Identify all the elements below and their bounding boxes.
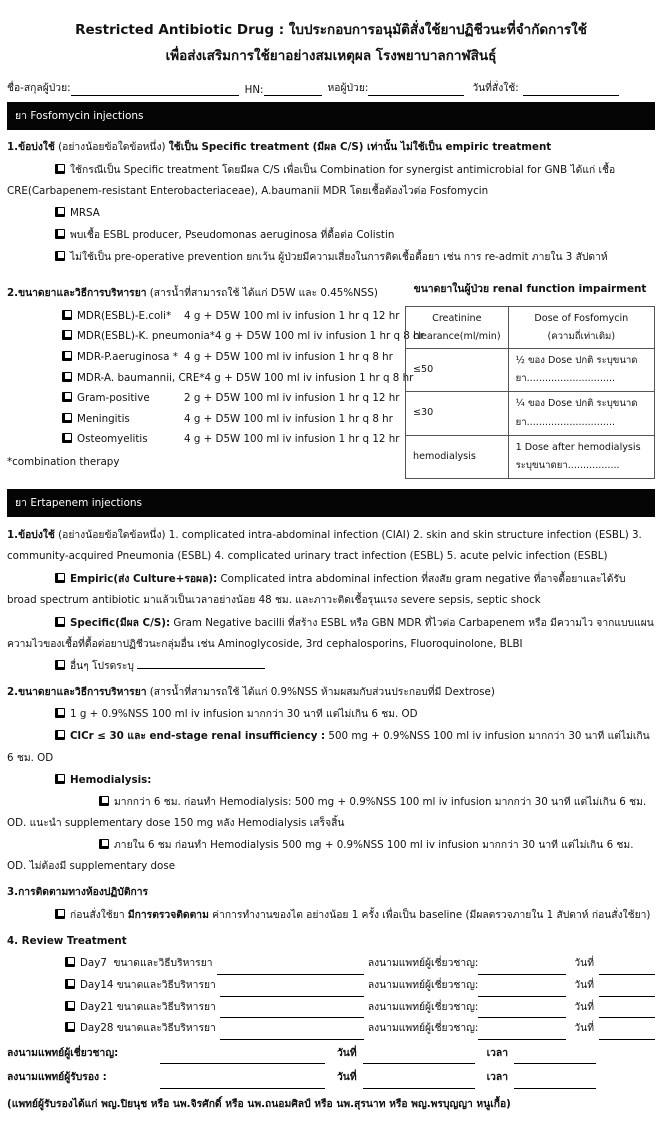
approver-signature-field[interactable] [160, 1077, 325, 1089]
approver-list-note: (แพทย์ผู้รับรองได้แก่ พญ.ปิยนุช หรือ นพ.จิรศักดิ์ หรือ นพ.ถนอมศิลป์ หรือ นพ.สุรนาท หรือ พญ.พรบุญญา หนูเกื้อ) [7, 1098, 511, 1111]
order-date-field[interactable] [523, 84, 619, 96]
ertapenem-indication-item: Specific(มีผล C/S): Gram Negative bacilli ที่สร้าง ESBL หรือ GBN MDR ที่ไวต่อ Carbapenem หรือ มีความไว จากแบบแผนความไวของเชื้อที่ดื้อต่อยาปฏิชีวนะกลุ่มอื่น เช่น Aminoglycoside, 3rd cephalosporins, Fluoroquinolone, BLBI [7, 616, 654, 650]
checkbox[interactable] [65, 1001, 75, 1011]
review-dose-field[interactable] [217, 963, 364, 975]
ward-label: หอผู้ป่วย: [327, 82, 369, 95]
checkbox[interactable] [65, 957, 75, 967]
checkbox[interactable] [55, 229, 65, 239]
checkbox[interactable] [65, 1022, 75, 1032]
renal-dose-table [405, 306, 655, 479]
checkbox[interactable] [55, 660, 65, 670]
fosfomycin-indication-item: ไม่ใช้เป็น pre-operative prevention ยกเว้น ผู้ป่วยมีความเสี่ยงในการติดเชื้อดื้อยา เช่น การ re-admit ภายใน 3 สัปดาห์ [7, 247, 655, 268]
checkbox[interactable] [55, 774, 65, 784]
checkbox[interactable] [62, 413, 72, 423]
dose-row: MDR(ESBL)-K. pneumonia* 4 g + D5W 100 ml iv infusion 1 hr q 8 hr [62, 326, 405, 347]
checkbox[interactable] [55, 708, 65, 718]
table-row: hemodialysis 1 Dose after hemodialysis ระบุขนาดยา................. [406, 435, 655, 478]
checkbox[interactable] [62, 392, 72, 402]
review-treatment-heading: 4. Review Treatment [7, 934, 127, 947]
checkbox[interactable] [62, 330, 72, 340]
dose-row: Osteomyelitis 4 g + D5W 100 ml iv infusion 1 hr q 12 hr [62, 429, 405, 450]
dose-row: Meningitis 4 g + D5W 100 ml iv infusion 1 hr q 8 hr [62, 409, 405, 430]
review-row: Day14 ขนาดและวิธีบริหารยา ลงนามแพทย์ผู้เชี่ยวชาญ: วันที่ [65, 975, 655, 997]
table-row: ≤50 ½ ของ Dose ปกติ ระบุขนาดยา............................. [406, 348, 655, 391]
checkbox[interactable] [55, 909, 65, 919]
dose-row: Gram-positive 2 g + D5W 100 ml iv infusion 1 hr q 12 hr [62, 388, 405, 409]
other-specify-field[interactable] [137, 657, 265, 669]
fosfomycin-indication-item: MRSA [7, 203, 655, 224]
ertapenem-dose-item: ClCr ≤ 30 และ end-stage renal insufficiency : 500 mg + 0.9%NSS 100 ml iv infusion มากกว่า 30 นาที แต่ไม่เกิน 6 ชม. OD [7, 730, 650, 764]
fosfomycin-dosage-area [7, 278, 655, 479]
hemodialysis-sub-item: ภายใน 6 ชม ก่อนทำ Hemodialysis 500 mg + 0.9%NSS 100 ml iv infusion มากกว่า 30 นาที แต่ไม่เกิน 6 ชม. OD. ไม่ต้องมี supplementary dose [7, 838, 634, 873]
checkbox[interactable] [55, 573, 65, 583]
renal-function-panel [405, 278, 655, 479]
review-sign-field[interactable] [478, 985, 566, 997]
ertapenem-dosage-heading: 2.ขนาดยาและวิธีการบริหารยา (สารน้ำที่สามารถใช้ ได้แก่ 0.9%NSS ห้ามผสมกับส่วนประกอบที่มี Dextrose) [7, 685, 495, 698]
order-date-label: วันที่สั่งใช้: [472, 82, 519, 95]
review-date-field[interactable] [599, 1028, 655, 1040]
checkbox[interactable] [99, 796, 109, 806]
fosfomycin-dosage-heading: 2.ขนาดยาและวิธีการบริหารยา (สารน้ำที่สามารถใช้ ได้แก่ D5W และ 0.45%NSS) [7, 287, 378, 300]
review-date-field[interactable] [599, 1006, 655, 1018]
hemodialysis-sub-item: มากกว่า 6 ชม. ก่อนทำ Hemodialysis: 500 mg + 0.9%NSS 100 ml iv infusion มากกว่า 30 นาที แต่ไม่เกิน 6 ชม. OD. แนะนำ supplementary dose 150 mg หลัง Hemodialysis เสร็จสิ้น [7, 795, 647, 829]
ertapenem-indication-item: Empiric(ส่ง Culture+รอผล): Complicated intra abdominal infection ที่สงสัย gram negative ที่อาจดื้อยาและได้รับ broad spectrum antibiotic มาแล้วเป็นเวลาอย่างน้อย 48 ชม. และภาวะติดเชื้อรุนแรง severe sepsis, septic shock [7, 573, 626, 607]
checkbox[interactable] [62, 433, 72, 443]
ertapenem-indication-heading: 1.ข้อบ่งใช้ (อย่างน้อยข้อใดข้อหนึ่ง) 1. complicated intra-abdominal infection (CIAI) 2. skin and skin structure infection (ESBL) 3. community-acquired Pneumonia (ESBL) 4. complicated urinary tract infection (ESBL) 5. acute pelvic infection (ESBL) [7, 529, 642, 563]
review-date-field[interactable] [599, 963, 655, 975]
ward-field[interactable] [368, 84, 464, 96]
approver-time-field[interactable] [514, 1077, 596, 1089]
checkbox[interactable] [55, 617, 65, 627]
review-date-field[interactable] [599, 985, 655, 997]
checkbox[interactable] [65, 979, 75, 989]
checkbox[interactable] [55, 251, 65, 261]
form-title [7, 18, 655, 69]
checkbox[interactable] [62, 372, 72, 382]
specialist-signature-field[interactable] [160, 1052, 325, 1064]
review-row: Day21 ขนาดและวิธีบริหารยา ลงนามแพทย์ผู้เชี่ยวชาญ: วันที่ [65, 997, 655, 1019]
dose-row: MDR-A. baumannii, CRE* 4 g + D5W 100 ml iv infusion 1 hr q 8 hr [62, 368, 405, 389]
lab-monitoring-item: ก่อนสั่งใช้ยา มีการตรวจติดตาม ค่าการทำงานของไต อย่างน้อย 1 ครั้ง เพื่อเป็น baseline (มีผลตรวจภายใน 1 สัปดาห์ ก่อนสั่งใช้ยา) [7, 905, 655, 926]
fosfomycin-indication-item: พบเชื้อ ESBL producer, Pseudomonas aeruginosa ที่ดื้อต่อ Colistin [7, 225, 655, 246]
specialist-signature-row: ลงนามแพทย์ผู้เชี่ยวชาญ: วันที่ เวลา [7, 1042, 655, 1065]
checkbox[interactable] [55, 164, 65, 174]
hn-field[interactable] [264, 84, 322, 96]
patient-name-label: ชื่อ-สกุลผู้ป่วย: [7, 82, 71, 95]
review-sign-field[interactable] [478, 1006, 566, 1018]
checkbox[interactable] [62, 351, 72, 361]
ertapenem-dose-item: 1 g + 0.9%NSS 100 ml iv infusion มากกว่า 30 นาที แต่ไม่เกิน 6 ชม. OD [7, 704, 655, 725]
renal-table-title: ขนาดยาในผู้ป่วย renal function impairment [413, 283, 647, 296]
ertapenem-dose-item-hemodialysis: Hemodialysis: [7, 770, 655, 791]
review-dose-field[interactable] [220, 985, 364, 997]
hn-label: HN: [244, 84, 264, 97]
renal-col1-header: Creatinine clearance(ml/min) [406, 307, 509, 349]
patient-name-field[interactable] [71, 84, 239, 96]
review-sign-field[interactable] [478, 963, 566, 975]
dose-row: MDR(ESBL)-E.coli* 4 g + D5W 100 ml iv infusion 1 hr q 12 hr [62, 306, 405, 327]
form-title-line1: Restricted Antibiotic Drug : ใบประกอบการอนุมัติสั่งใช้ยาปฏิชีวนะที่จำกัดการใช้ [75, 22, 587, 38]
review-sign-field[interactable] [478, 1028, 566, 1040]
specialist-date-field[interactable] [363, 1052, 475, 1064]
review-dose-field[interactable] [220, 1028, 364, 1040]
checkbox[interactable] [62, 310, 72, 320]
ertapenem-indication-item-other: อื่นๆ โปรดระบุ [7, 656, 655, 677]
fosfomycin-indication-heading: 1.ข้อบ่งใช้ (อย่างน้อยข้อใดข้อหนึ่ง) ใช้เป็น Specific treatment (มีผล C/S) เท่านั้น ไม่ใช้เป็น empiric treatment [7, 141, 552, 154]
checkbox[interactable] [55, 730, 65, 740]
dose-row: MDR-P.aeruginosa * 4 g + D5W 100 ml iv infusion 1 hr q 8 hr [62, 347, 405, 368]
ertapenem-section-header: ยา Ertapenem injections [7, 489, 655, 517]
approver-date-field[interactable] [363, 1077, 475, 1089]
combination-note: *combination therapy [7, 456, 120, 469]
renal-col2-header: Dose of Fosfomycin (ความถี่เท่าเดิม) [508, 307, 654, 349]
patient-info-row [7, 79, 655, 96]
fosfomycin-section-header: ยา Fosfomycin injections [7, 102, 655, 130]
table-row: ≤30 ¼ ของ Dose ปกติ ระบุขนาดยา............................. [406, 392, 655, 435]
checkbox[interactable] [99, 839, 109, 849]
approver-signature-row: ลงนามแพทย์ผู้รับรอง : วันที่ เวลา [7, 1066, 655, 1089]
review-row: Day28 ขนาดและวิธีบริหารยา ลงนามแพทย์ผู้เชี่ยวชาญ: วันที่ [65, 1018, 655, 1040]
form-title-line2: เพื่อส่งเสริมการใช้ยาอย่างสมเหตุผล โรงพยาบาลกาฬสินธุ์ [165, 47, 497, 64]
specialist-time-field[interactable] [514, 1052, 596, 1064]
checkbox[interactable] [55, 207, 65, 217]
fosfomycin-indication-item: ใช้กรณีเป็น Specific treatment โดยมีผล C/S เพื่อเป็น Combination for synergist antimicrobial for GNB ได้แก่ เชื้อ CRE(Carbapenem-resistant Enterobacteriaceae), A.baumanii MDR โดยเชื้อต้องไวต่อ Fosfomycin [7, 163, 616, 197]
lab-monitoring-heading: 3.การติดตามทางห้องปฏิบัติการ [7, 886, 149, 899]
review-dose-field[interactable] [220, 1006, 364, 1018]
review-row: Day7 ขนาดและวิธีบริหารยา ลงนามแพทย์ผู้เชี่ยวชาญ: วันที่ [65, 953, 655, 975]
